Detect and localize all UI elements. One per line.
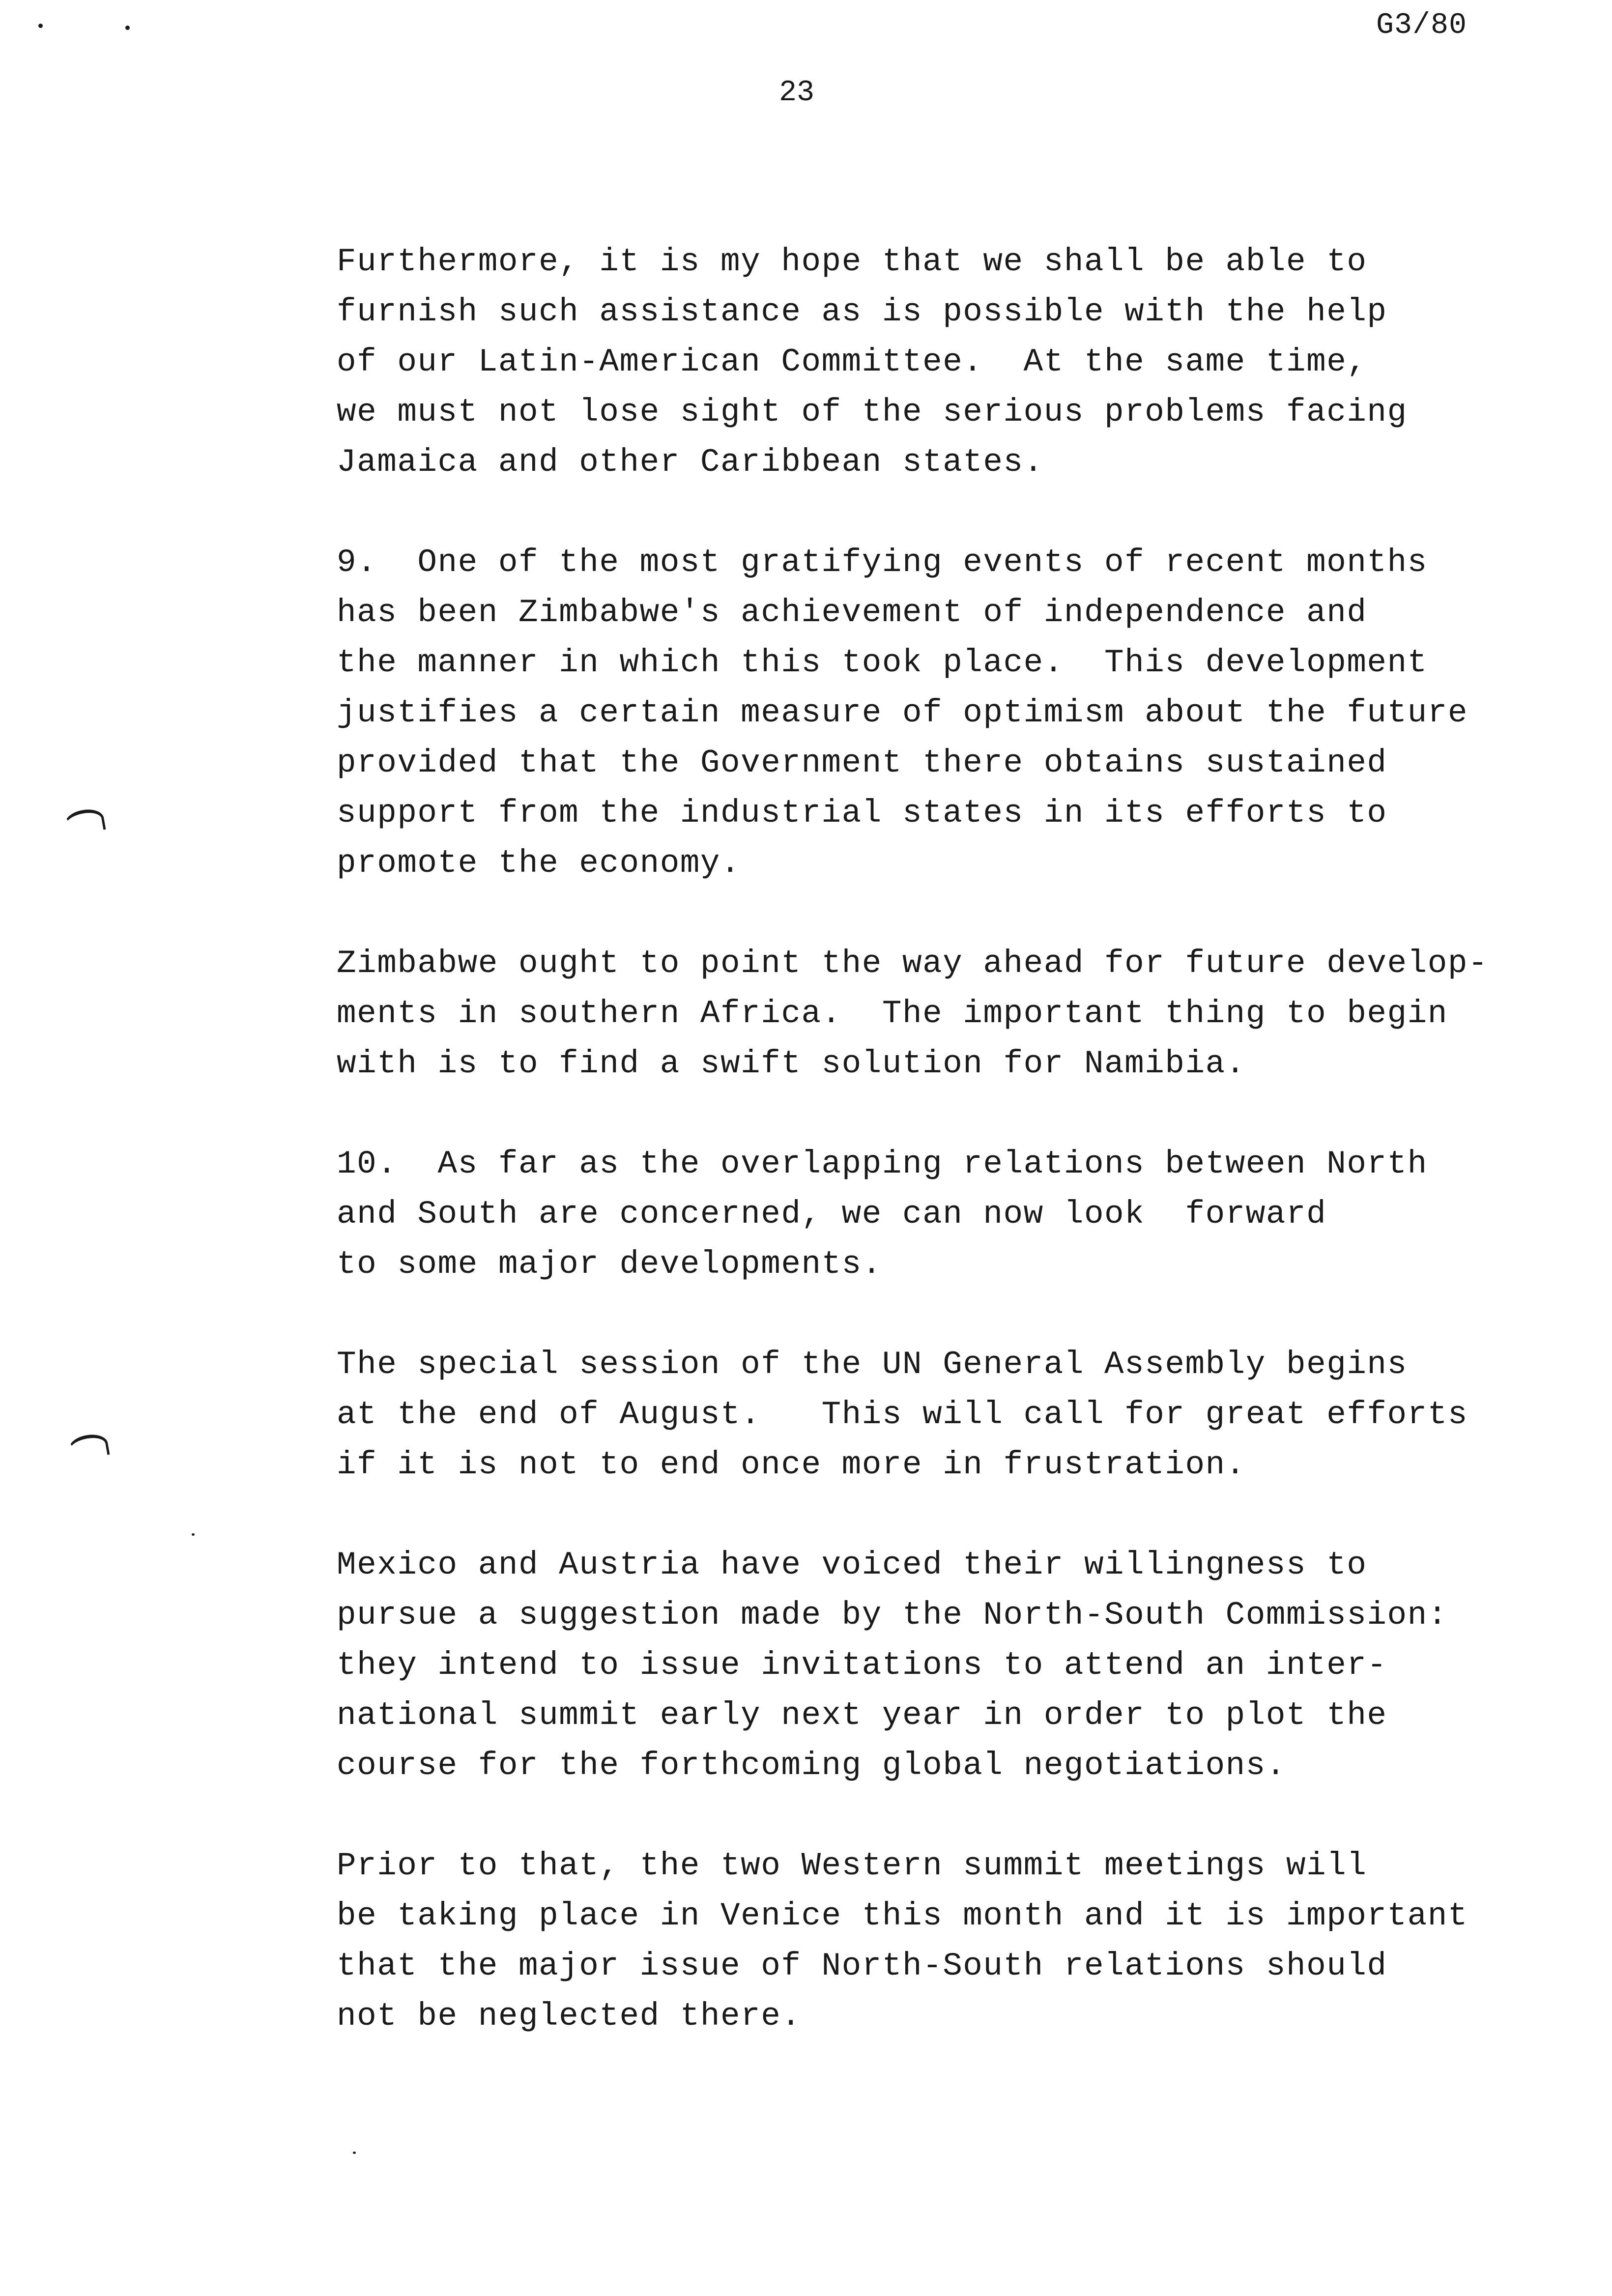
text-line: course for the forthcoming global negotiations. [337,1747,1287,1784]
text-line: that the major issue of North-South relations should [337,1948,1387,1984]
text-line: pursue a suggestion made by the North-South Commission: [337,1597,1448,1634]
text-line: and South are concerned, we can now look forward [337,1196,1327,1233]
text-line: promote the economy. [337,845,741,882]
text-line: The special session of the UN General Assembly begins [337,1346,1408,1383]
text-line: support from the industrial states in its efforts to [337,795,1387,832]
text-line: we must not lose sight of the serious problems facing [337,394,1408,430]
punch-hole-mark-icon [67,1432,110,1461]
text-line: to some major developments. [337,1246,882,1283]
text-line: justifies a certain measure of optimism about the future [337,694,1468,731]
text-line: the manner in which this took place. This development [337,644,1428,681]
text-line: Mexico and Austria have voiced their willingness to [337,1547,1367,1583]
text-line: provided that the Government there obtains sustained [337,745,1387,781]
text-line: be taking place in Venice this month and it is important [337,1897,1468,1934]
text-line: with is to find a swift solution for Namibia. [337,1045,1246,1082]
text-line: has been Zimbabwe's achievement of independence and [337,594,1367,631]
text-line: not be neglected there. [337,1998,802,2035]
scan-speck [38,24,43,28]
text-line: at the end of August. This will call for great efforts [337,1396,1468,1433]
text-line: if it is not to end once more in frustration. [337,1446,1246,1483]
text-line: of our Latin-American Committee. At the same time, [337,344,1367,380]
text-line: they intend to issue invitations to attend an inter- [337,1647,1387,1684]
punch-hole-mark-icon [63,806,106,836]
page-number: 23 [779,76,815,110]
scan-speck [125,26,130,30]
text-line: ments in southern Africa. The important thing to begin [337,995,1448,1032]
text-line: national summit early next year in order to plot the [337,1697,1387,1734]
text-line: 9. One of the most gratifying events of recent months [337,544,1428,581]
paragraph-venice-summit [337,1841,1468,2041]
paragraph-southern-africa [337,939,1488,1089]
paragraph-latin-america [337,237,1408,488]
text-line: Jamaica and other Caribbean states. [337,444,1044,481]
document-reference: G3/80 [1376,9,1468,42]
paragraph-mexico-austria [337,1540,1448,1791]
text-line: Furthermore, it is my hope that we shall be able to [337,243,1367,280]
scan-speck [353,2152,356,2154]
paragraph-un-special-session [337,1340,1468,1490]
paragraph-9-zimbabwe [337,538,1468,889]
text-line: 10. As far as the overlapping relations between North [337,1146,1428,1182]
text-line: Zimbabwe ought to point the way ahead for future develop- [337,945,1489,982]
text-line: Prior to that, the two Western summit meetings will [337,1847,1367,1884]
scan-speck [192,1533,195,1536]
text-line: furnish such assistance as is possible with the help [337,293,1387,330]
paragraph-10-north-south [337,1139,1428,1290]
